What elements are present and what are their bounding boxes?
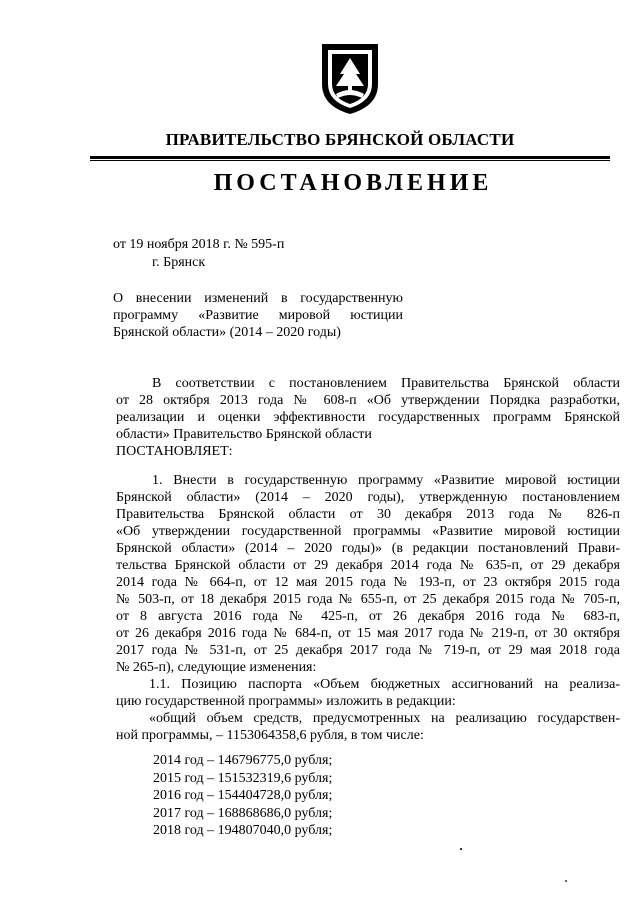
- header-rule-thick: [90, 156, 610, 159]
- subject-line: О внесении изменений в государственную: [113, 291, 403, 306]
- quote-line: «общий объем средств, предусмотренных на реализацию государствен-: [149, 711, 620, 726]
- clause-1-line: «Об утверждении государственной программы «Развитие мировой юстиции: [116, 524, 620, 539]
- date-and-number: от 19 ноября 2018 г. № 595-п: [113, 237, 285, 252]
- resolves-word: ПОСТАНОВЛЯЕТ:: [116, 444, 233, 459]
- clause-1-line: 2014 года № 664-п, от 12 мая 2015 года № 193-п, от 23 октября 2015 года: [116, 575, 620, 590]
- preamble-line: от 28 октября 2013 года № 608-п «Об утверждении Порядка разработки,: [116, 393, 620, 408]
- clause-1-line: 2017 года № 531-п, от 25 декабря 2017 года № 719-п, от 29 мая 2018 года: [116, 643, 620, 658]
- clause-1-1-line: 1.1. Позицию паспорта «Объем бюджетных ассигнований на реализа-: [149, 677, 620, 692]
- subject-block: [113, 290, 403, 341]
- clause-1-line: 1. Внести в государственную программу «Развитие мировой юстиции: [152, 473, 620, 488]
- clause-1-line: от 26 декабря 2016 года № 684-п, от 15 мая 2017 года № 219-п, от 30 октября: [116, 626, 620, 641]
- document-body: [116, 375, 620, 744]
- year-amount-item: 2014 год – 146796775,0 рубля;: [153, 753, 333, 768]
- clause-1-line: тельства Брянской области от 29 декабря 2014 года № 635-п, от 29 декабря: [116, 558, 620, 573]
- organization-title: ПРАВИТЕЛЬСТВО БРЯНСКОЙ ОБЛАСТИ: [165, 130, 515, 149]
- coat-of-arms-icon: [318, 40, 382, 116]
- quote-line: ной программы, – 1153064358,6 рубля, в том числе:: [116, 728, 424, 743]
- clause-1-line: № 503-п, от 18 декабря 2015 года № 655-п, от 25 декабря 2015 года № 705-п,: [116, 592, 620, 607]
- scan-speck: [460, 848, 462, 850]
- preamble-line: В соответствии с постановлением Правительства Брянской области: [152, 376, 620, 391]
- city: г. Брянск: [152, 255, 206, 270]
- scan-speck: [565, 880, 567, 882]
- header-rule-thin: [90, 160, 610, 161]
- clause-1-line: от 8 августа 2016 года № 425-п, от 26 декабря 2016 года № 683-п,: [116, 609, 620, 624]
- clause-1-line: Брянской области» (2014 – 2020 годы), утвержденную постановлением: [116, 490, 620, 505]
- funding-by-year-list: [153, 752, 332, 840]
- year-amount-item: 2015 год – 151532319,6 рубля;: [153, 770, 333, 786]
- subject-line: Брянской области» (2014 – 2020 годы): [113, 325, 341, 340]
- clause-1-line: Брянской области» (2014 – 2020 годы)» (в редакции постановлений Прави-: [116, 541, 620, 556]
- year-amount-item: 2016 год – 154404728,0 рубля;: [153, 788, 333, 803]
- document-type-title: ПОСТАНОВЛЕНИЕ: [213, 170, 493, 196]
- clause-1-1-line: цию государственной программы» изложить в редакции:: [116, 694, 456, 709]
- subject-line: программу «Развитие мировой юстиции: [113, 308, 403, 323]
- preamble-line: области» Правительство Брянской области: [116, 427, 372, 442]
- year-amount-item: 2017 год – 168868686,0 рубля;: [153, 805, 333, 821]
- preamble-line: реализации и оценки эффективности государственных программ Брянской: [116, 410, 620, 425]
- year-amount-item: 2018 год – 194807040,0 рубля;: [153, 823, 333, 838]
- clause-1-line: № 265-п), следующие изменения:: [116, 660, 317, 675]
- clause-1-line: Правительства Брянской области от 30 декабря 2013 года № 826-п: [116, 507, 620, 522]
